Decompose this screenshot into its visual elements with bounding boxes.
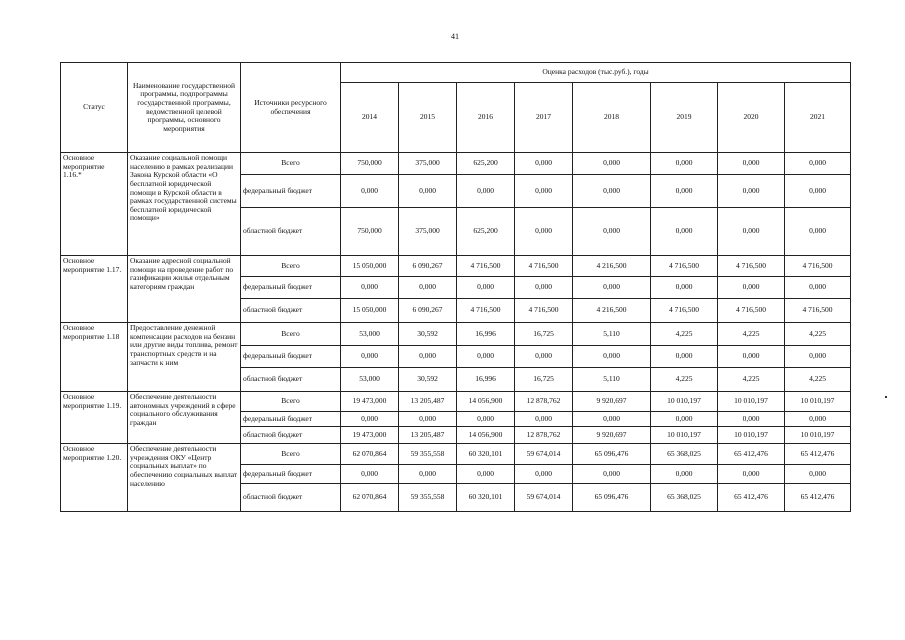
- source-cell: Всего: [241, 153, 341, 175]
- value-cell: 59 674,014: [515, 444, 573, 465]
- value-cell: 4 716,500: [718, 256, 785, 277]
- value-cell: 4,225: [651, 323, 718, 346]
- value-cell: 0,000: [718, 175, 785, 208]
- value-cell: 0,000: [573, 277, 651, 299]
- value-cell: 53,000: [341, 368, 399, 392]
- value-cell: 5,110: [573, 323, 651, 346]
- value-cell: 6 090,267: [399, 299, 457, 323]
- value-cell: 0,000: [399, 465, 457, 484]
- status-cell: Основное мероприятие 1.18: [61, 323, 128, 392]
- value-cell: 0,000: [785, 465, 851, 484]
- value-cell: 0,000: [399, 175, 457, 208]
- value-cell: 10 010,197: [651, 392, 718, 412]
- value-cell: 625,200: [457, 208, 515, 256]
- table-row: [61, 444, 851, 465]
- value-cell: 4 216,500: [573, 299, 651, 323]
- value-cell: 15 050,000: [341, 299, 399, 323]
- value-cell: 65 412,476: [718, 444, 785, 465]
- source-cell: федеральный бюджет: [241, 277, 341, 299]
- value-cell: 62 070,864: [341, 444, 399, 465]
- year-header: 2016: [457, 83, 515, 153]
- source-cell: Всего: [241, 444, 341, 465]
- value-cell: 0,000: [341, 346, 399, 368]
- value-cell: 62 070,864: [341, 484, 399, 512]
- value-cell: 14 056,900: [457, 427, 515, 444]
- value-cell: 59 674,014: [515, 484, 573, 512]
- value-cell: 0,000: [785, 208, 851, 256]
- value-cell: 0,000: [718, 153, 785, 175]
- source-cell: федеральный бюджет: [241, 465, 341, 484]
- value-cell: 4 716,500: [785, 256, 851, 277]
- activity-name-cell: Оказание социальной помощи населению в рамках реализации Закона Курской области «О бесплатной юридической помощи в Курской области в рамках государственной системы бесплатной юридической помощи»: [128, 153, 241, 256]
- value-cell: 0,000: [785, 277, 851, 299]
- value-cell: 19 473,000: [341, 392, 399, 412]
- value-cell: 4 716,500: [718, 299, 785, 323]
- value-cell: 10 010,197: [718, 427, 785, 444]
- source-cell: федеральный бюджет: [241, 346, 341, 368]
- source-cell: Всего: [241, 392, 341, 412]
- value-cell: 65 368,025: [651, 444, 718, 465]
- value-cell: 14 056,900: [457, 392, 515, 412]
- value-cell: 0,000: [785, 153, 851, 175]
- value-cell: 0,000: [515, 465, 573, 484]
- table-row: [61, 153, 851, 175]
- value-cell: 4,225: [718, 323, 785, 346]
- status-cell: Основное мероприятие 1.16.*: [61, 153, 128, 256]
- value-cell: 10 010,197: [785, 427, 851, 444]
- value-cell: 5,110: [573, 368, 651, 392]
- source-cell: федеральный бюджет: [241, 175, 341, 208]
- value-cell: 4 716,500: [515, 299, 573, 323]
- status-cell: Основное мероприятие 1.20.: [61, 444, 128, 512]
- value-cell: 13 205,487: [399, 392, 457, 412]
- value-cell: 59 355,558: [399, 484, 457, 512]
- value-cell: 13 205,487: [399, 427, 457, 444]
- activity-name-cell: Обеспечение деятельности автономных учреждений в сфере социального обслуживания граждан: [128, 392, 241, 444]
- value-cell: 0,000: [718, 208, 785, 256]
- value-cell: 53,000: [341, 323, 399, 346]
- value-cell: 4,225: [718, 368, 785, 392]
- table-row: [61, 392, 851, 412]
- value-cell: 12 878,762: [515, 427, 573, 444]
- value-cell: 0,000: [515, 175, 573, 208]
- value-cell: 65 412,476: [785, 444, 851, 465]
- value-cell: 4 716,500: [651, 256, 718, 277]
- value-cell: 4 716,500: [515, 256, 573, 277]
- value-cell: 0,000: [515, 153, 573, 175]
- value-cell: 60 320,101: [457, 444, 515, 465]
- value-cell: 30,592: [399, 323, 457, 346]
- value-cell: 0,000: [651, 175, 718, 208]
- year-header: 2018: [573, 83, 651, 153]
- value-cell: 0,000: [718, 277, 785, 299]
- year-header: 2020: [718, 83, 785, 153]
- value-cell: 9 920,697: [573, 427, 651, 444]
- source-cell: областной бюджет: [241, 299, 341, 323]
- value-cell: 0,000: [718, 465, 785, 484]
- value-cell: 0,000: [651, 208, 718, 256]
- value-cell: 10 010,197: [785, 392, 851, 412]
- value-cell: 4,225: [785, 323, 851, 346]
- value-cell: 0,000: [399, 277, 457, 299]
- value-cell: 0,000: [651, 346, 718, 368]
- value-cell: 0,000: [573, 465, 651, 484]
- value-cell: 625,200: [457, 153, 515, 175]
- value-cell: 0,000: [515, 208, 573, 256]
- value-cell: 0,000: [457, 175, 515, 208]
- value-cell: 59 355,558: [399, 444, 457, 465]
- value-cell: 16,996: [457, 368, 515, 392]
- value-cell: 4,225: [651, 368, 718, 392]
- value-cell: 0,000: [573, 412, 651, 427]
- name-header: Наименование государственной программы, подпрограммы государственной программы, ведомственной целевой программы, основного мероприятия: [128, 63, 241, 153]
- year-header: 2015: [399, 83, 457, 153]
- value-cell: 0,000: [341, 412, 399, 427]
- activity-name-cell: Предоставление денежной компенсации расходов на бензин или другие виды топлива, ремонт транспортных средств и на запчасти к ним: [128, 323, 241, 392]
- year-header: 2014: [341, 83, 399, 153]
- expense-estimate-table: [60, 62, 851, 512]
- value-cell: 4 716,500: [785, 299, 851, 323]
- stray-mark: [885, 396, 887, 398]
- value-cell: 6 090,267: [399, 256, 457, 277]
- page-number: 41: [451, 32, 459, 41]
- value-cell: 0,000: [457, 412, 515, 427]
- value-cell: 65 412,476: [785, 484, 851, 512]
- value-cell: 65 096,476: [573, 484, 651, 512]
- value-cell: 65 368,025: [651, 484, 718, 512]
- value-cell: 0,000: [785, 175, 851, 208]
- year-header: 2017: [515, 83, 573, 153]
- value-cell: 4 216,500: [573, 256, 651, 277]
- source-cell: областной бюджет: [241, 484, 341, 512]
- value-cell: 0,000: [515, 412, 573, 427]
- value-cell: 0,000: [341, 277, 399, 299]
- value-cell: 0,000: [785, 346, 851, 368]
- source-cell: федеральный бюджет: [241, 412, 341, 427]
- value-cell: 9 920,697: [573, 392, 651, 412]
- value-cell: 0,000: [573, 175, 651, 208]
- value-cell: 0,000: [718, 346, 785, 368]
- value-cell: 16,725: [515, 368, 573, 392]
- value-cell: 4 716,500: [457, 299, 515, 323]
- value-cell: 65 096,476: [573, 444, 651, 465]
- value-cell: 0,000: [341, 175, 399, 208]
- value-cell: 0,000: [718, 412, 785, 427]
- value-cell: 4 716,500: [457, 256, 515, 277]
- value-cell: 0,000: [341, 465, 399, 484]
- value-cell: 60 320,101: [457, 484, 515, 512]
- table-row: [61, 323, 851, 346]
- value-cell: 16,725: [515, 323, 573, 346]
- source-cell: областной бюджет: [241, 208, 341, 256]
- value-cell: 4,225: [785, 368, 851, 392]
- value-cell: 0,000: [515, 346, 573, 368]
- value-cell: 375,000: [399, 153, 457, 175]
- estimate-header: Оценка расходов (тыс.руб.), годы: [341, 63, 851, 83]
- value-cell: 750,000: [341, 153, 399, 175]
- value-cell: 0,000: [651, 153, 718, 175]
- value-cell: 10 010,197: [718, 392, 785, 412]
- value-cell: 30,592: [399, 368, 457, 392]
- source-cell: областной бюджет: [241, 368, 341, 392]
- value-cell: 0,000: [573, 153, 651, 175]
- source-cell: областной бюджет: [241, 427, 341, 444]
- value-cell: 0,000: [515, 277, 573, 299]
- value-cell: 0,000: [399, 346, 457, 368]
- value-cell: 0,000: [651, 277, 718, 299]
- value-cell: 65 412,476: [718, 484, 785, 512]
- value-cell: 0,000: [573, 346, 651, 368]
- value-cell: 0,000: [651, 412, 718, 427]
- value-cell: 0,000: [785, 412, 851, 427]
- year-header: 2021: [785, 83, 851, 153]
- value-cell: 12 878,762: [515, 392, 573, 412]
- activity-name-cell: Обеспечение деятельности учреждения ОКУ «Центр социальных выплат» по обеспечению социальных выплат населению: [128, 444, 241, 512]
- source-cell: Всего: [241, 323, 341, 346]
- value-cell: 750,000: [341, 208, 399, 256]
- value-cell: 10 010,197: [651, 427, 718, 444]
- source-cell: Всего: [241, 256, 341, 277]
- status-header: Статус: [61, 63, 128, 153]
- table-row: [61, 256, 851, 277]
- value-cell: 0,000: [573, 208, 651, 256]
- sources-header: Источники ресурсного обеспечения: [241, 63, 341, 153]
- value-cell: 15 050,000: [341, 256, 399, 277]
- value-cell: 375,000: [399, 208, 457, 256]
- value-cell: 0,000: [651, 465, 718, 484]
- value-cell: 0,000: [457, 465, 515, 484]
- value-cell: 4 716,500: [651, 299, 718, 323]
- value-cell: 0,000: [399, 412, 457, 427]
- status-cell: Основное мероприятие 1.19.: [61, 392, 128, 444]
- value-cell: 16,996: [457, 323, 515, 346]
- status-cell: Основное мероприятие 1.17.: [61, 256, 128, 323]
- year-header: 2019: [651, 83, 718, 153]
- value-cell: 19 473,000: [341, 427, 399, 444]
- activity-name-cell: Оказание адресной социальной помощи на проведение работ по газификации жилья отдельным категориям граждан: [128, 256, 241, 323]
- value-cell: 0,000: [457, 277, 515, 299]
- value-cell: 0,000: [457, 346, 515, 368]
